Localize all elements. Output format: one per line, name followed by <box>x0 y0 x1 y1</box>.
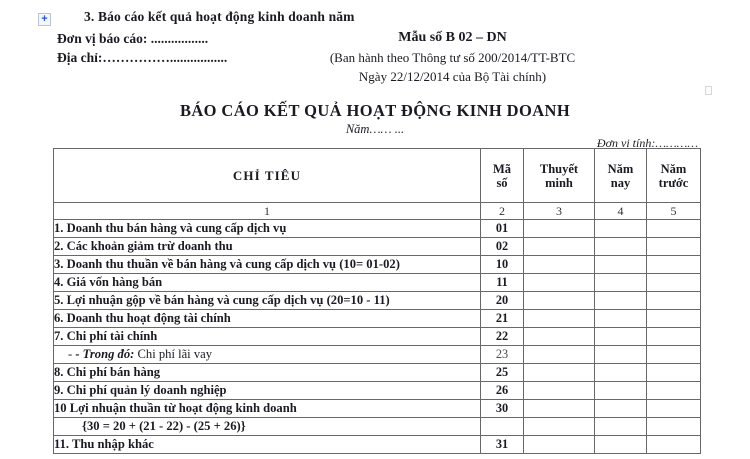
table-row <box>54 238 701 256</box>
cell-this-year <box>595 418 647 436</box>
cell-code: 23 <box>481 346 524 364</box>
cell-code: 21 <box>481 310 524 328</box>
cell-prev-year <box>647 364 701 382</box>
table-row <box>54 382 701 400</box>
cell-prev-year <box>647 400 701 418</box>
page-title: BÁO CÁO KẾT QUẢ HOẠT ĐỘNG KINH DOANH <box>179 101 571 120</box>
table-row <box>54 220 701 238</box>
cell-indicator: 10 Lợi nhuận thuần từ hoạt động kinh doanh <box>54 400 481 418</box>
table-header-row <box>54 149 701 203</box>
cell-note <box>524 238 595 256</box>
cell-code: 31 <box>481 436 524 454</box>
cell-indicator: - - Trong đó: Chi phí lãi vay <box>54 346 481 364</box>
column-header-note-line1: Thuyết <box>539 161 579 176</box>
address-label: Địa chỉ:……………................. <box>57 50 228 65</box>
cell-this-year <box>595 436 647 454</box>
table-row <box>54 274 701 292</box>
table-row <box>54 418 701 436</box>
column-header-this-year-line2: nay <box>610 175 631 190</box>
cell-this-year <box>595 238 647 256</box>
column-header-this-year <box>595 149 647 203</box>
currency-unit-label: Đơn vị tính:………… <box>596 136 698 150</box>
cell-indicator: 6. Doanh thu hoạt động tài chính <box>54 310 481 328</box>
cell-indicator: 1. Doanh thu bán hàng và cung cấp dịch vụ <box>54 220 481 238</box>
cell-indicator: 2. Các khoản giảm trừ doanh thu <box>54 238 481 256</box>
cell-this-year <box>595 346 647 364</box>
cell-indicator: {30 = 20 + (21 - 22) - (25 + 26)} <box>54 418 481 436</box>
cell-note <box>524 256 595 274</box>
cell-code: 25 <box>481 364 524 382</box>
cell-code: 01 <box>481 220 524 238</box>
section-heading: 3. Báo cáo kết quả hoạt động kinh doanh năm <box>84 9 355 24</box>
cell-note <box>524 310 595 328</box>
cell-note <box>524 436 595 454</box>
cell-indicator: 5. Lợi nhuận gộp về bán hàng và cung cấp dịch vụ (20=10 - 11) <box>54 292 481 310</box>
column-header-indicator: CHỈ TIÊU <box>54 149 481 203</box>
cell-note <box>524 364 595 382</box>
column-header-code <box>481 149 524 203</box>
cell-prev-year <box>647 436 701 454</box>
column-header-prev-year-line2: trước <box>658 175 689 190</box>
cell-code <box>481 418 524 436</box>
document-header <box>0 0 750 150</box>
column-number-row <box>54 203 701 220</box>
cell-prev-year <box>647 220 701 238</box>
column-header-code-line2: số <box>496 175 508 190</box>
column-header-prev-year-line1: Năm <box>660 161 687 176</box>
cell-note <box>524 220 595 238</box>
form-number: Mẫu số B 02 – DN <box>398 30 507 45</box>
cell-this-year <box>595 400 647 418</box>
cell-prev-year <box>647 256 701 274</box>
table-row <box>54 346 701 364</box>
form-issued-line-1: (Ban hành theo Thông tư số 200/2014/TT-BTC <box>329 50 576 65</box>
cell-code: 11 <box>481 274 524 292</box>
cell-note <box>524 328 595 346</box>
form-issued-line-2: Ngày 22/12/2014 của Bộ Tài chính) <box>358 69 547 84</box>
cell-note <box>524 346 595 364</box>
cell-code: 26 <box>481 382 524 400</box>
cell-code: 02 <box>481 238 524 256</box>
cell-prev-year <box>647 274 701 292</box>
cell-code: 22 <box>481 328 524 346</box>
cell-indicator: 7. Chi phí tài chính <box>54 328 481 346</box>
cell-note <box>524 274 595 292</box>
cell-prev-year <box>647 346 701 364</box>
column-header-this-year-line1: Năm <box>607 161 634 176</box>
cell-note <box>524 292 595 310</box>
income-statement-table <box>53 148 701 454</box>
table-row <box>54 310 701 328</box>
cell-code: 10 <box>481 256 524 274</box>
column-number-this-year: 4 <box>595 203 647 220</box>
cell-indicator: 9. Chi phí quản lý doanh nghiệp <box>54 382 481 400</box>
cell-prev-year <box>647 418 701 436</box>
column-number-code: 2 <box>481 203 524 220</box>
expand-plus-icon[interactable]: + <box>38 13 51 26</box>
table-row <box>54 328 701 346</box>
cell-prev-year <box>647 328 701 346</box>
cell-indicator-emphasis: - Trong đó: <box>75 347 135 361</box>
column-header-code-line1: Mã <box>492 161 512 176</box>
cell-prev-year <box>647 382 701 400</box>
cell-note <box>524 418 595 436</box>
column-header-prev-year <box>647 149 701 203</box>
column-header-note <box>524 149 595 203</box>
cell-code: 30 <box>481 400 524 418</box>
cell-code: 20 <box>481 292 524 310</box>
cell-indicator: 11. Thu nhập khác <box>54 436 481 454</box>
column-number-note: 3 <box>524 203 595 220</box>
table-row <box>54 364 701 382</box>
cell-prev-year <box>647 310 701 328</box>
cell-indicator: 3. Doanh thu thuần về bán hàng và cung cấp dịch vụ (10= 01-02) <box>54 256 481 274</box>
cell-prev-year <box>647 292 701 310</box>
cell-this-year <box>595 256 647 274</box>
cell-this-year <box>595 274 647 292</box>
cell-this-year <box>595 220 647 238</box>
table-row <box>54 292 701 310</box>
column-number-prev-year: 5 <box>647 203 701 220</box>
cell-this-year <box>595 364 647 382</box>
cell-this-year <box>595 328 647 346</box>
cell-indicator: 4. Giá vốn hàng bán <box>54 274 481 292</box>
cell-note <box>524 382 595 400</box>
cell-note <box>524 400 595 418</box>
cell-this-year <box>595 382 647 400</box>
column-number-indicator: 1 <box>54 203 481 220</box>
column-header-note-line2: minh <box>545 175 573 190</box>
report-year-line: Năm…… ... <box>345 122 405 136</box>
table-row <box>54 436 701 454</box>
cell-prev-year <box>647 238 701 256</box>
cell-indicator: 8. Chi phí bán hàng <box>54 364 481 382</box>
table-row <box>54 256 701 274</box>
table-row <box>54 400 701 418</box>
cell-this-year <box>595 310 647 328</box>
field-marker-icon <box>705 86 712 95</box>
cell-this-year <box>595 292 647 310</box>
reporting-unit-label: Đơn vị báo cáo: ................. <box>57 31 209 46</box>
